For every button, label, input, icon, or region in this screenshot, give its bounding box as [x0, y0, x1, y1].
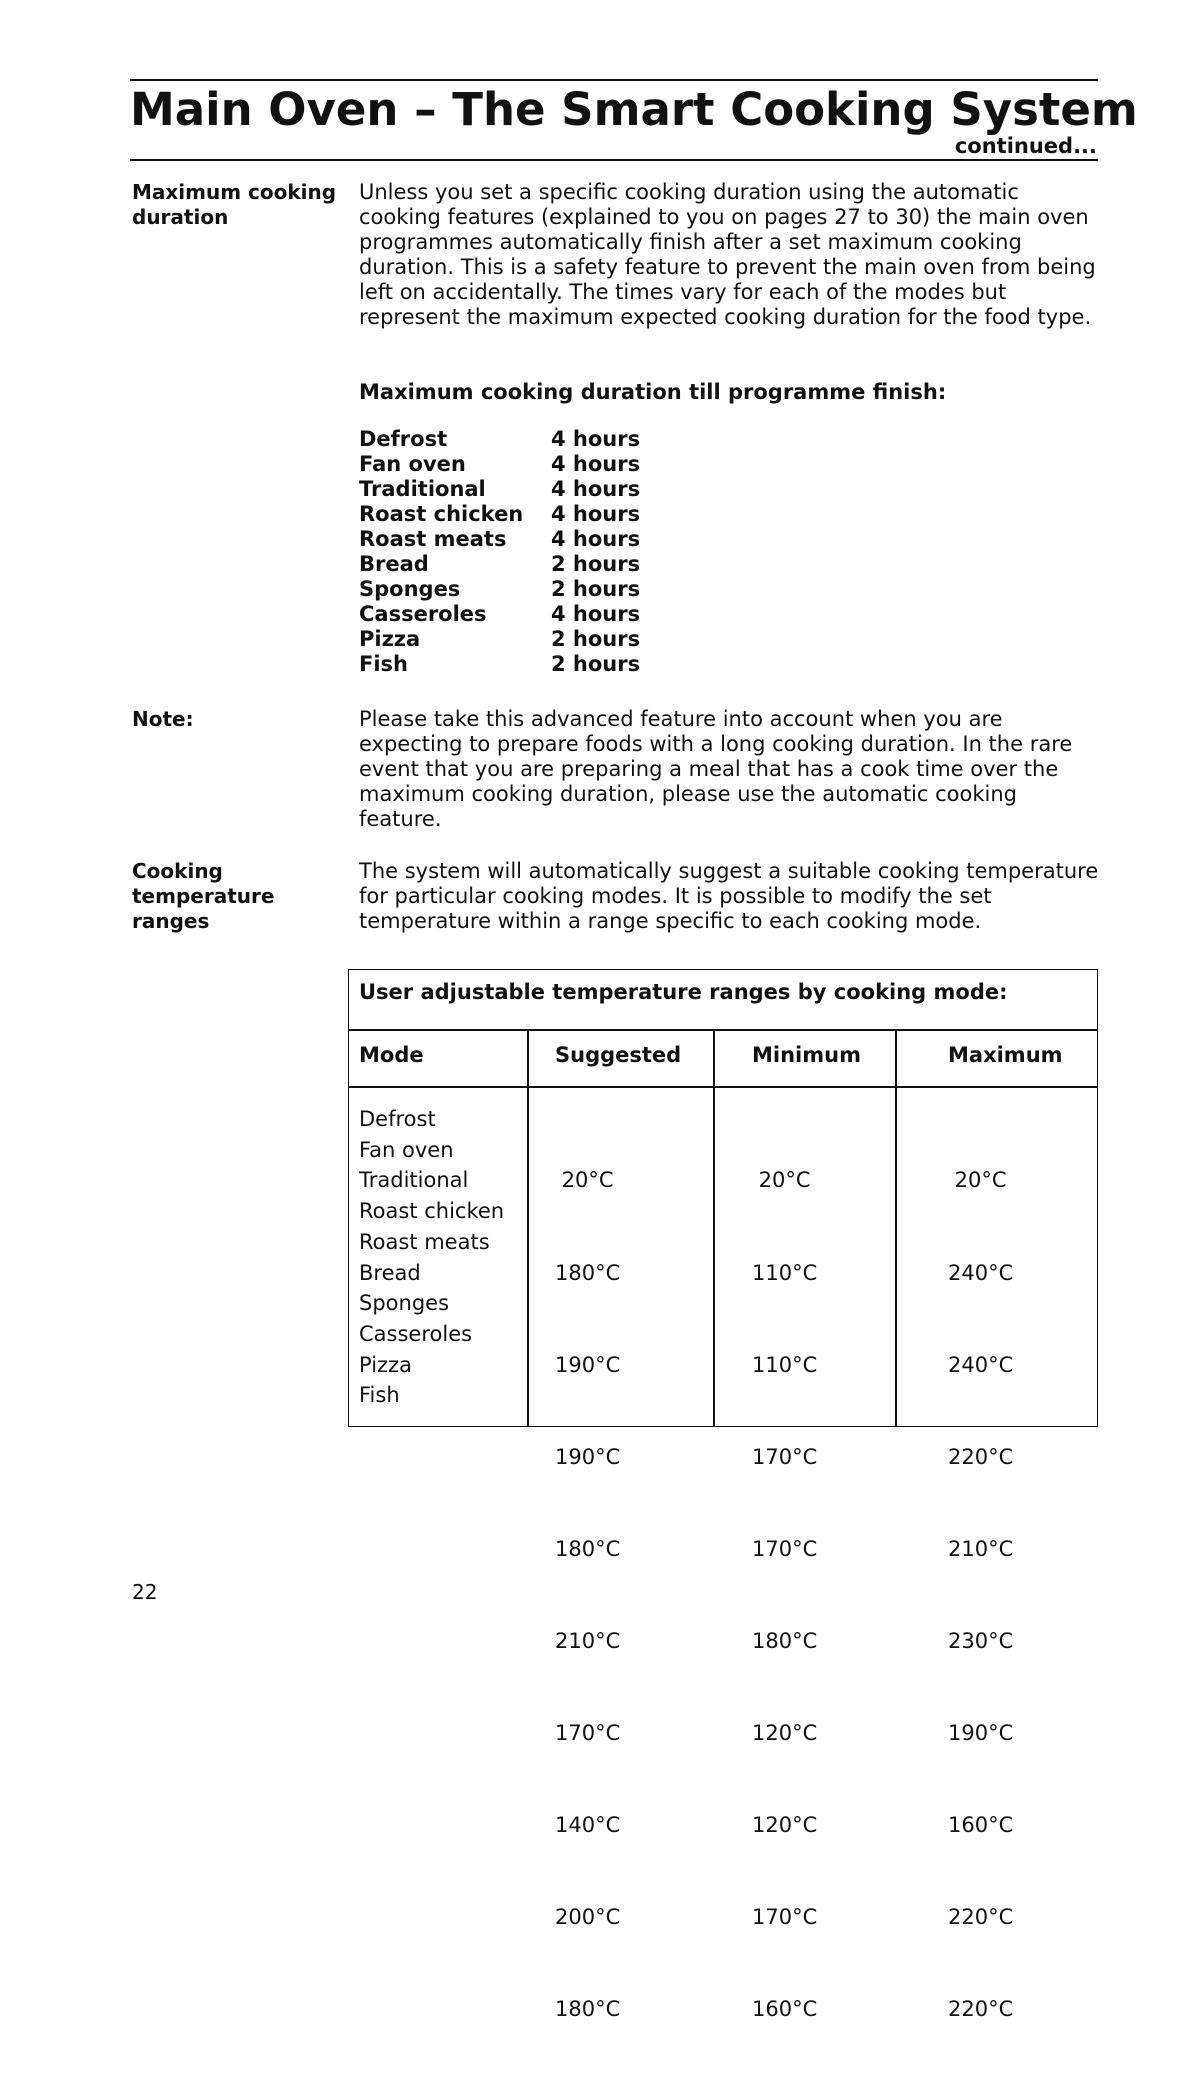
duration-time: 2 hours: [551, 577, 641, 601]
duration-row: [359, 502, 640, 527]
max-duration-subheading: Maximum cooking duration till programme finish:: [359, 380, 947, 404]
mode-cell: Traditional: [359, 1168, 469, 1193]
side-label-line: Cooking: [132, 859, 223, 883]
column-divider: [713, 1029, 715, 1426]
duration-mode: Casseroles: [359, 602, 487, 626]
caption-divider: [349, 1029, 1097, 1031]
duration-row: [359, 427, 640, 452]
duration-time: 4 hours: [551, 527, 641, 551]
minimum-cell: 120°C: [752, 1721, 818, 1746]
minimum-cell: 170°C: [752, 1536, 818, 1561]
duration-row: [359, 602, 640, 627]
temperature-side-label: [132, 859, 274, 934]
continued-label: continued...: [954, 134, 1097, 158]
duration-row: [359, 627, 640, 652]
mode-cell: Roast meats: [359, 1229, 490, 1254]
mode-cell: Sponges: [359, 1291, 450, 1316]
minimum-cell: 20°C: [752, 1168, 811, 1193]
mode-column: [359, 1104, 504, 1411]
max-duration-list: [359, 427, 640, 677]
maximum-cell: 220°C: [948, 1905, 1014, 1930]
mode-cell: Fan oven: [359, 1137, 454, 1162]
side-label-line: temperature: [132, 884, 275, 908]
duration-time: 4 hours: [551, 452, 641, 476]
mode-cell: Pizza: [359, 1352, 412, 1377]
duration-mode: Roast chicken: [359, 502, 524, 526]
column-header-maximum: Maximum: [948, 1043, 1063, 1067]
top-rule: [130, 79, 1098, 81]
duration-time: 2 hours: [551, 652, 641, 676]
mode-cell: Casseroles: [359, 1321, 473, 1346]
minimum-cell: 110°C: [752, 1260, 818, 1285]
duration-row: [359, 652, 640, 677]
suggested-cell: 180°C: [555, 1536, 621, 1561]
suggested-cell: 180°C: [555, 1997, 621, 2022]
note-paragraph: Please take this advanced feature into account when you are expecting to prepare foods with a long cooking duration. In the rare event that you are preparing a meal that has a cook time over the maximum cooking duration, please use the automatic cooking feature.: [359, 707, 1073, 831]
suggested-cell: 190°C: [555, 1352, 621, 1377]
note-side-label: Note:: [132, 707, 194, 731]
column-divider: [895, 1029, 897, 1426]
duration-time: 2 hours: [551, 552, 641, 576]
duration-row: [359, 577, 640, 602]
suggested-cell: 180°C: [555, 1260, 621, 1285]
maximum-cell: 20°C: [948, 1168, 1007, 1193]
minimum-cell: 170°C: [752, 1444, 818, 1469]
duration-time: 4 hours: [551, 602, 641, 626]
page-title: Main Oven – The Smart Cooking System: [130, 83, 1138, 136]
duration-mode: Pizza: [359, 627, 421, 651]
side-label-line: Maximum cooking: [132, 180, 337, 204]
maximum-cell: 160°C: [948, 1813, 1014, 1838]
suggested-cell: 140°C: [555, 1813, 621, 1838]
mode-cell: Fish: [359, 1383, 400, 1408]
maximum-cell: 240°C: [948, 1260, 1014, 1285]
suggested-cell: 190°C: [555, 1444, 621, 1469]
maximum-cell: 190°C: [948, 1721, 1014, 1746]
minimum-cell: 160°C: [752, 1997, 818, 2022]
side-label-line: ranges: [132, 909, 210, 933]
temperature-paragraph: The system will automatically suggest a suitable cooking temperature for particular cooking modes. It is possible to modify the set temperature within a range specific to each cooking mode.: [359, 859, 1099, 933]
column-header-mode: Mode: [359, 1043, 424, 1067]
suggested-cell: 20°C: [555, 1168, 614, 1193]
header-divider: [349, 1086, 1097, 1088]
column-header-suggested: Suggested: [555, 1043, 682, 1067]
minimum-column: [752, 1104, 817, 2087]
duration-row: [359, 552, 640, 577]
max-duration-side-label: [132, 180, 336, 230]
maximum-cell: 230°C: [948, 1628, 1014, 1653]
suggested-cell: 210°C: [555, 1628, 621, 1653]
mode-cell: Defrost: [359, 1107, 436, 1131]
duration-row: [359, 527, 640, 552]
duration-time: 4 hours: [551, 477, 641, 501]
duration-mode: Defrost: [359, 427, 448, 451]
table-caption: User adjustable temperature ranges by cooking mode:: [359, 980, 1008, 1004]
minimum-cell: 110°C: [752, 1352, 818, 1377]
maximum-cell: 220°C: [948, 1444, 1014, 1469]
column-divider: [527, 1029, 529, 1426]
duration-mode: Traditional: [359, 477, 486, 501]
maximum-cell: 240°C: [948, 1352, 1014, 1377]
maximum-cell: 220°C: [948, 1997, 1014, 2022]
maximum-cell: 210°C: [948, 1536, 1014, 1561]
title-underline: [130, 159, 1098, 161]
mode-cell: Roast chicken: [359, 1199, 505, 1224]
minimum-cell: 180°C: [752, 1628, 818, 1653]
duration-time: 2 hours: [551, 627, 641, 651]
duration-row: [359, 477, 640, 502]
duration-time: 4 hours: [551, 427, 641, 451]
duration-row: [359, 452, 640, 477]
duration-mode: Roast meats: [359, 527, 507, 551]
minimum-cell: 120°C: [752, 1813, 818, 1838]
duration-mode: Sponges: [359, 577, 461, 601]
suggested-column: [555, 1104, 620, 2087]
max-duration-paragraph: Unless you set a specific cooking duration using the automatic cooking features (explained to you on pages 27 to 30) the main oven programmes automatically finish after a set maximum cooking duration. This is a safety feature to prevent the main oven from being left on accidentally. The times vary for each of the modes but represent the maximum expected cooking duration for the food type.: [359, 180, 1096, 329]
side-label-line: duration: [132, 205, 229, 229]
page-number: 22: [132, 1580, 158, 1604]
maximum-column: [948, 1104, 1013, 2087]
suggested-cell: 200°C: [555, 1905, 621, 1930]
duration-mode: Fish: [359, 652, 408, 676]
column-header-minimum: Minimum: [752, 1043, 861, 1067]
minimum-cell: 170°C: [752, 1905, 818, 1930]
suggested-cell: 170°C: [555, 1721, 621, 1746]
duration-mode: Bread: [359, 552, 429, 576]
temperature-table: [348, 969, 1098, 2022]
duration-mode: Fan oven: [359, 452, 466, 476]
mode-cell: Bread: [359, 1260, 421, 1285]
duration-time: 4 hours: [551, 502, 641, 526]
